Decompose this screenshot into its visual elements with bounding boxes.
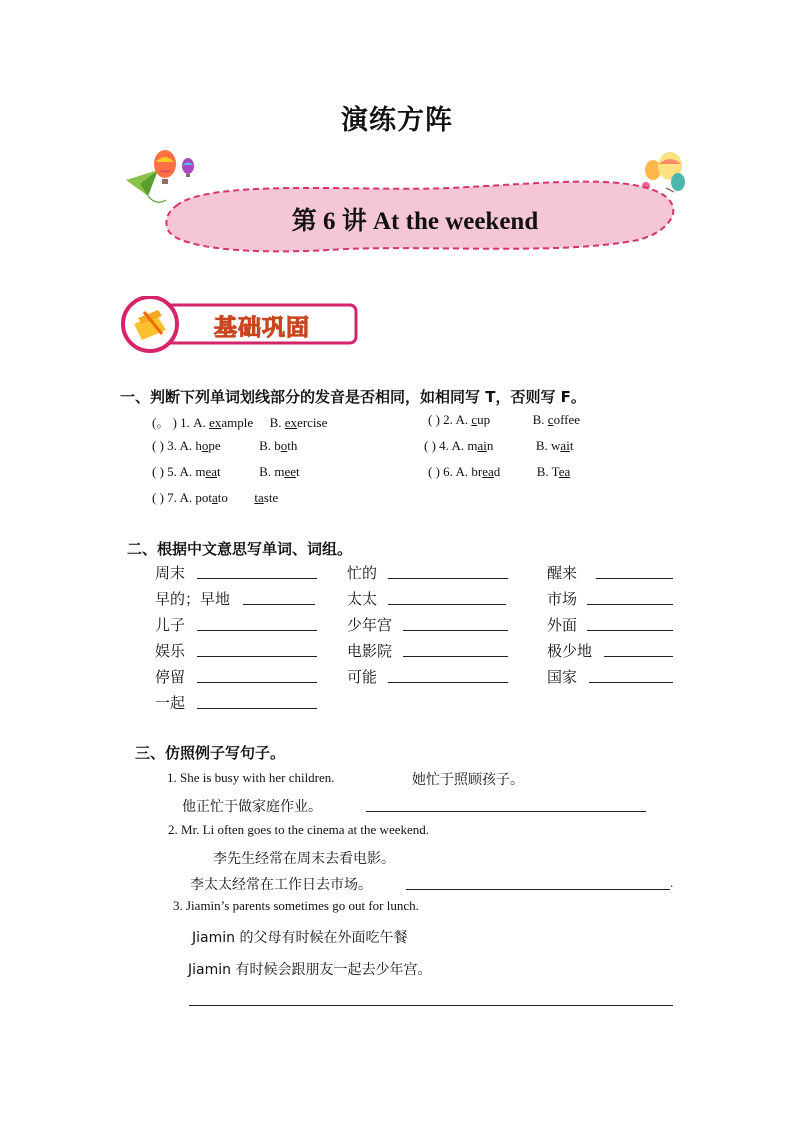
answer-line[interactable] [197,578,317,579]
vocab-word: 醒来 [547,564,578,582]
answer-line[interactable] [197,682,317,683]
task-sentence-3: Jiamin 有时候会跟朋友一起去少年宫。 [188,962,432,978]
question-row-5: ( ) 5. A. meat B. meet [152,464,300,479]
vocab-word: 少年宫 [347,616,393,634]
question-row-1: (。 ) 1. A. example B. exercise [152,415,328,430]
vocab-word: 极少地 [547,642,593,660]
answer-line[interactable] [197,630,317,631]
vocab-word: 市场 [547,590,578,608]
example-sentence-3-en: 3. Jiamin’s parents sometimes go out for lunch. [173,898,419,913]
task-sentence-1: 他正忙于做家庭作业。 [182,799,322,815]
answer-line[interactable] [388,578,508,579]
vocab-word: 太太 [347,590,378,608]
page-title: 演练方阵 [341,105,453,136]
answer-line[interactable] [388,682,508,683]
example-sentence-1-zh: 她忙于照顾孩子。 [412,772,524,788]
answer-line[interactable] [243,604,315,605]
vocab-word: 周末 [155,564,186,582]
answer-line[interactable] [406,889,670,890]
vocab-word: 国家 [547,668,578,686]
section2-heading: 二、根据中文意思写单词、词组。 [127,540,353,558]
question-row-6: ( ) 6. A. bread B. Tea [428,464,571,479]
vocab-word: 忙的 [347,564,378,582]
vocab-word: 停留 [155,668,186,686]
vocab-word: 娱乐 [155,642,186,660]
answer-line[interactable] [388,604,506,605]
balloon-icon [642,152,685,192]
example-sentence-2-zh: 李先生经常在周末去看电影。 [213,851,395,867]
question-row-4: ( ) 4. A. main B. wait [424,438,574,453]
section-badge-label: 基础巩固 [214,315,310,341]
section1-heading: 一、判断下列单词划线部分的发音是否相同，如相同写 T，否则写 F。 [120,388,586,406]
vocab-word: 早的；早地 [155,590,231,608]
vocab-word: 外面 [547,616,578,634]
example-sentence-2-en: 2. Mr. Li often goes to the cinema at the weekend. [168,822,430,837]
balloon-icon [154,150,194,184]
answer-line[interactable] [197,708,317,709]
answer-line[interactable] [596,578,673,579]
question-row-7: ( ) 7. A. potato taste [152,490,279,505]
example-sentence-1-en: 1. She is busy with her children. [167,770,335,785]
answer-line[interactable] [589,682,673,683]
answer-line[interactable] [189,1005,673,1006]
answer-line[interactable] [604,656,673,657]
answer-line[interactable] [403,630,508,631]
example-sentence-3-zh: Jiamin 的父母有时候在外面吃午餐 [192,930,408,946]
answer-line[interactable] [587,604,673,605]
answer-line[interactable] [197,656,317,657]
answer-line[interactable] [403,656,508,657]
question-row-3: ( ) 3. A. hope B. both [152,438,298,453]
question-row-2: ( ) 2. A. cup B. coffee [428,412,581,427]
sentence-end-period: . [670,875,674,890]
answer-line[interactable] [587,630,673,631]
answer-line[interactable] [366,811,646,812]
section3-heading: 三、仿照例子写句子。 [135,744,286,762]
vocab-word: 儿子 [155,616,186,634]
vocab-word: 可能 [347,668,378,686]
vocab-word: 一起 [155,694,186,712]
task-sentence-2: 李太太经常在工作日去市场。 [190,877,372,893]
lesson-banner-title: 第 6 讲 At the weekend [291,208,539,235]
vocab-word: 电影院 [347,642,393,660]
